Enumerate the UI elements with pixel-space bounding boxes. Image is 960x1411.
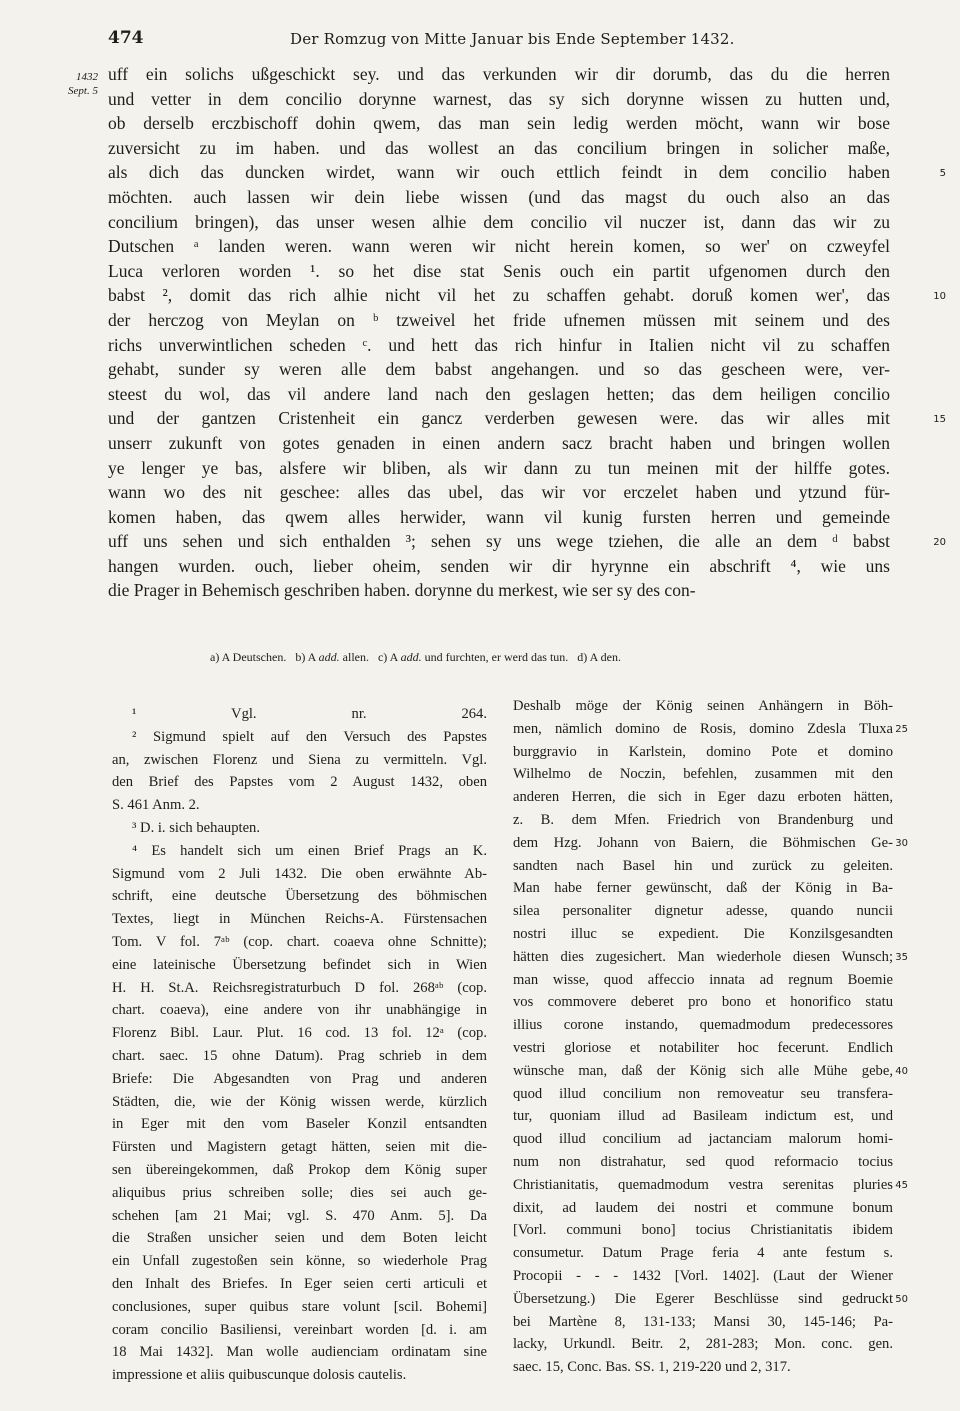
footnote-line: dem Hzg. Johann von Baiern, die Böhmischen Ge- — [513, 834, 893, 851]
footnote-line: anderen Herren, die sich in Eger dazu erboten hätten, — [513, 789, 893, 806]
footnote-line: Procopii - - - 1432 [Vorl. 1402]. (Laut der Wiener — [513, 1267, 893, 1284]
footnote-line: ² Sigmund spielt auf den Versuch des Papstes — [132, 728, 487, 745]
footnote-line: Florenz Bibl. Laur. Plut. 16 cod. 13 fol. 12ᵃ (cop. — [112, 1025, 487, 1042]
footnote-line: an, zwischen Florenz und Siena zu vermitteln. Vgl. — [112, 751, 487, 768]
footnote-line: den Brief des Papstes vom 2 August 1432, oben — [112, 774, 487, 791]
main-text-block — [108, 62, 890, 603]
footnote-line: Städten, die, wie der König wissen werde, kürzlich — [112, 1093, 487, 1110]
footnote-line: ¹ Vgl. nr. 264. — [132, 706, 487, 722]
footnote-line: die Straßen unsicher seien und dem Boten leicht — [112, 1230, 487, 1247]
footnote-line: burggravio in Karlstein, domino Pote et domino — [513, 743, 893, 760]
main-text-line: ye lenger ye bas, alsfere wir bliben, als wir dann zu tun meinen mit der hilffe gotes. — [108, 457, 890, 478]
footnote-line: Christianitatis, quemadmodum vestra serenitas pluries — [513, 1176, 893, 1193]
footnote-line: tur, quoniam illud ad Basileam indictum est, und — [513, 1108, 893, 1125]
footnote-line: Textes, liegt in München Reichs-A. Fürstensachen — [112, 911, 487, 928]
footnote-line: lacky, Urkundl. Beitr. 2, 281-283; Mon. conc. gen. — [513, 1336, 893, 1353]
footnote-line: illius corone instando, quemadmodum predecessores — [513, 1017, 893, 1034]
footnote-line: impressione et aliis quibuscunque dolosis cautelis. — [112, 1367, 407, 1384]
footnote-line: Wilhelmo de Noczin, befehlen, zusammen mit den — [513, 766, 893, 783]
margin-date — [58, 70, 98, 98]
main-text-line: als dich das duncken wirdet, wann wir ouch ettlich feindt in dem concilio haben — [108, 162, 890, 183]
footnote-line: Sigmund vom 2 Juli 1432. Die oben erwähnte Ab- — [112, 865, 487, 882]
line-number: 25 — [895, 723, 908, 735]
footnote-line: silea personaliter dignetur adesse, quando nuncii — [513, 903, 893, 920]
main-text-line: zuversicht zu im haben. und das wollest an das concilium bringen in solicher maße, — [108, 137, 890, 158]
main-text-line: Luca verloren worden ¹. so het dise stat Senis ouch ein partit ufgenomen durch den — [108, 260, 890, 281]
variant-a: a) A Deutschen. — [210, 650, 287, 664]
footnote-line: ³ D. i. sich behaupten. — [132, 819, 260, 836]
main-text-line: wann wo des nit geschee: alles das ubel, das wir vor erczelet haben und ytzund für- — [108, 482, 890, 503]
line-number: 30 — [895, 837, 908, 849]
footnote-line: saec. 15, Conc. Bas. SS. 1, 219-220 und 2, 317. — [513, 1359, 791, 1376]
main-text-line: uff uns sehen und sich enthalden ³; sehen sy uns wege tziehen, die alle an dem ᵈ babst — [108, 531, 890, 552]
main-text-line: komen haben, das qwem alles herwider, wann vil kunig fursten herren und gemeinde — [108, 506, 890, 527]
main-text-line: gehabt, sunder sy weren alle dem babst angehangen. und so das gescheen were, ver- — [108, 359, 890, 380]
footnote-line: quod illud concilium ad jactanciam malorum homi- — [513, 1131, 893, 1148]
line-number: 40 — [895, 1065, 908, 1077]
footnotes-right-column — [513, 695, 893, 1379]
footnotes-left-column — [112, 703, 487, 1387]
line-number: 15 — [933, 414, 946, 426]
footnote-line: H. H. St.A. Reichsregistraturbuch D fol. 268ᵃᵇ (cop. — [112, 979, 487, 996]
main-text-line: richs unverwintlichen scheden ᶜ. und hett das rich hinfur in Italien nicht vil zu schaffen — [108, 334, 890, 355]
footnote-line: chart. saec. 15 ohne Datum). Prag schrieb in dem — [112, 1047, 487, 1064]
main-text-line: concilium bringen), das unser wesen alhie dem concilio vil nuczer ist, dann das wir zu — [108, 211, 890, 232]
main-text-line: hangen wurden. ouch, lieber oheim, senden wir dir hyrynne ein abschrift ⁴, wie uns — [108, 555, 890, 576]
footnote-line: S. 461 Anm. 2. — [112, 797, 200, 814]
footnote-line: 18 Mai 1432]. Man wolle audienciam ordinatam sine — [112, 1344, 487, 1361]
footnote-line: [Vorl. communi bono] tocius Christianitatis ibidem — [513, 1222, 893, 1239]
footnote-line: wünsche man, daß der König sich alle Mühe gebe, — [513, 1062, 893, 1079]
running-title: Der Romzug von Mitte Januar bis Ende September 1432. — [290, 30, 735, 48]
footnote-line: men, nämlich domino de Rosis, domino Zdesla Tluxa — [513, 720, 893, 737]
footnote-line: Man habe ferner gewünscht, daß der König in Ba- — [513, 880, 893, 897]
footnote-line: aliquibus prius schreiben solle; dies sei auch ge- — [112, 1184, 487, 1201]
line-number: 5 — [939, 168, 946, 180]
footnote-line: vestri gloriose et notabiliter hoc fecerunt. Endlich — [513, 1039, 893, 1056]
footnote-line: Übersetzung.) Die Egerer Beschlüsse sind gedruckt — [513, 1290, 893, 1307]
footnote-line: vos commovere deberet pro bono et honorifico statu — [513, 994, 893, 1011]
main-text-line: babst ², domit das rich alhie nicht vil het zu schaffen gehabt. doruß komen wer', das — [108, 285, 890, 306]
footnote-line: num non distrahatur, sed quod reformacio tocius — [513, 1153, 893, 1170]
footnote-line: consumetur. Datum Prage feria 4 ante festum s. — [513, 1245, 893, 1262]
footnote-line: conclusiones, super quibus stare volunt [scil. Bohemi] — [112, 1298, 487, 1315]
footnote-line: schehen [am 21 Mai; vgl. S. 470 Anm. 5]. Da — [112, 1207, 487, 1224]
footnote-line: den Inhalt des Briefes. In Eger seien certi articuli et — [112, 1275, 487, 1292]
variant-notes — [210, 650, 621, 665]
main-text-line: der herczog von Meylan on ᵇ tzweivel het fride ufnemen müssen mit seinem und des — [108, 309, 890, 330]
footnote-line: chart. coaeva), eine andere von ihr unabhängige in — [112, 1002, 487, 1019]
main-text-line: uff ein solichs ußgeschickt sey. und das verkunden wir dir dorumb, das du die herren — [108, 64, 890, 84]
footnote-line: dixit, ad laudem dei nostri et commune bonum — [513, 1199, 893, 1216]
main-text-line: ob derselb erczbischoff dohin qwem, das man sein ledig werden möcht, wann wir bose — [108, 113, 890, 134]
footnote-line: bei Martène 8, 131-133; Mansi 30, 145-146; Pa- — [513, 1313, 893, 1330]
footnote-line: Fürsten und Magistern getagt hätten, seien mit die- — [112, 1139, 487, 1156]
footnote-line: schrift, eine deutsche Übersetzung des böhmischen — [112, 888, 487, 905]
footnote-line: eine lateinische Übersetzung befindet sich in Wien — [112, 956, 487, 973]
footnote-line: nostri illuc se expedient. Die Konzilsgesandten — [513, 925, 893, 942]
main-text-line: unserr zukunft von gotes genaden in einen andern sacz bracht haben und bringen wollen — [108, 432, 890, 453]
footnote-line: z. B. dem Mfen. Friedrich von Brandenburg und — [513, 811, 893, 828]
variant-d: d) A den. — [577, 650, 621, 664]
footnote-line: Tom. V fol. 7ᵃᵇ (cop. chart. coaeva ohne Schnitte); — [112, 933, 487, 950]
main-text-line: Dutschen ᵃ landen weren. wann weren wir nicht herein komen, so wer' on czweyfel — [108, 236, 890, 257]
footnote-line: sandten nach Basel hin und zurück zu geleiten. — [513, 857, 893, 874]
main-text-line: steest du wol, das vil andere land nach den geslagen hetten; das dem heiligen concilio — [108, 383, 890, 404]
variant-c: c) A add. und furchten, er werd das tun. — [377, 650, 569, 664]
footnote-line: in Eger mit den vom Baseler Konzil entsandten — [112, 1116, 487, 1133]
page-header — [100, 28, 900, 52]
footnote-line: ⁴ Es handelt sich um einen Brief Prags an K. — [132, 842, 487, 859]
margin-year: 1432 — [76, 71, 98, 83]
footnote-line: sen übereingekommen, daß Prokop dem König super — [112, 1161, 487, 1178]
main-text-line: möchten. auch lassen wir dein liebe wissen (und das magst du ouch also an das — [108, 186, 890, 207]
main-text-line: und vetter in dem concilio dorynne warnest, das sy sich dorynne wissen zu hutten und, — [108, 88, 890, 109]
footnote-line: quod illud concilium non removeatur seu transfera- — [513, 1085, 893, 1102]
footnote-line: man wisse, quod affeccio innata ad regnum Boemie — [513, 971, 893, 988]
footnote-line: Deshalb möge der König seinen Anhängern in Böh- — [513, 698, 893, 714]
footnote-line: ein Unfall zugestoßen sein könne, so wiederhole Prag — [112, 1253, 487, 1270]
line-number: 20 — [933, 537, 946, 549]
footnote-line: Briefe: Die Abgesandten von Prag und anderen — [112, 1070, 487, 1087]
footnote-line: hätten dies zugesichert. Man wiederhole diesen Wunsch; — [513, 948, 893, 965]
line-number: 10 — [933, 291, 946, 303]
line-number: 35 — [895, 951, 908, 963]
line-number: 45 — [895, 1179, 908, 1191]
main-text-line: die Prager in Behemisch geschriben haben. dorynne du merkest, wie ser sy des con- — [108, 580, 696, 601]
variant-b: b) A add. allen. — [295, 650, 369, 664]
line-number: 50 — [895, 1293, 908, 1305]
main-text-line: und der gantzen Cristenheit ein gancz verderben gewesen were. das wir alles mit — [108, 408, 890, 429]
margin-day: Sept. 5 — [68, 85, 98, 97]
footnote-line: coram concilio Basiliensi, vereinbart worden [d. i. am — [112, 1321, 487, 1338]
page-number: 474 — [108, 28, 144, 48]
